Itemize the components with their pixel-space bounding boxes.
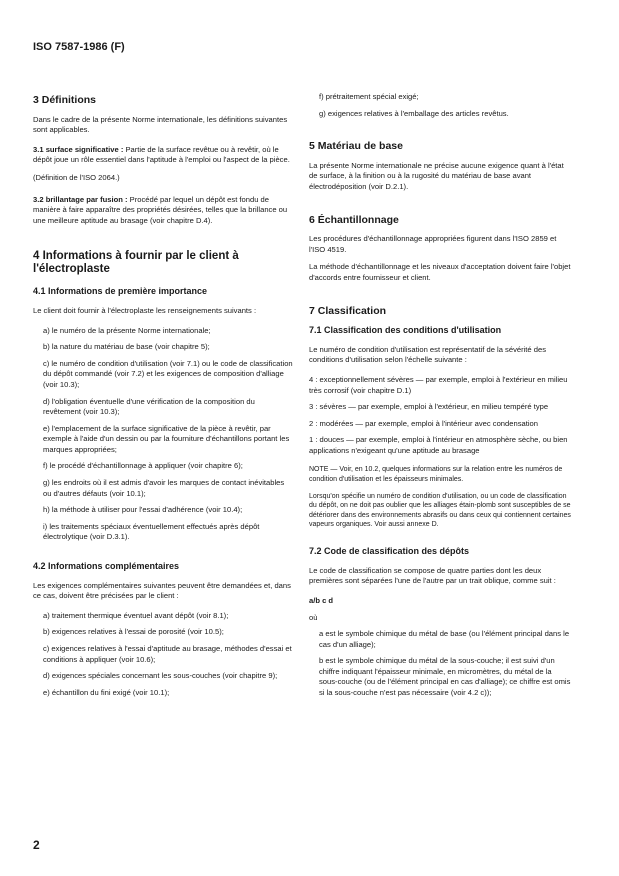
ou-label: où [309,613,318,623]
definition-3-1-text: Partie de la surface revêtue ou à revêtir, où le dépôt joue un rôle essentiel dans l'aptitude à l'emploi ou l'aspect de la pièce. [33,144,290,165]
definition-3-1-number: 3.1 [33,144,44,154]
list-item: 3 : sévères — par exemple, emploi à l'extérieur, en milieu tempéré type [309,402,549,412]
list-item: f) le procédé d'échantillonnage à appliquer (voir chapitre 6); [43,461,243,471]
list-item: c) exigences relatives à l'essai d'aptitude au brasage, méthodes d'essai et conditions à appliquer (voir 10.6); [43,644,292,664]
page-number: 2 [33,838,40,852]
list-item: 2 : modérées — par exemple, emploi à l'intérieur avec condensation [309,418,538,428]
list-item: c) le numéro de condition d'utilisation (voir 7.1) ou le code de classification du dépôt commandé (voir 7.2) et les exigences de composition d'alliage (voir 10.3); [43,358,293,389]
list-item: 1 : douces — par exemple, emploi à l'intérieur en atmosphère sèche, ou bien applications n'exigeant qu'une aptitude au brasage [309,435,568,455]
definition-3-1 [33,145,293,166]
section-6-paragraph-1: Les procédures d'échantillonnage appropriées figurent dans l'ISO 2859 et l'ISO 4519. [309,234,557,254]
section-4-heading: 4 Informations à fournir par le client à l'électroplaste [33,250,239,276]
list-item: i) les traitements spéciaux éventuellement effectués après dépôt électrolytique (voir D.3.1). [43,521,260,542]
classification-code: a/b c d [309,595,334,605]
section-7-1-paragraph-2: Lorsqu'on spécifie un numéro de condition d'utilisation, ou un code de classification du dépôt, on ne doit pas oublier que les alliages étain-plomb sont susceptibles de se détériorer dans des environnements abrasifs ou dans ceux qui contiennent certaines vapeurs organiques. Voir aussi annexe D. [309,492,571,529]
list-item: f) prétraitement spécial exigé; [319,92,419,101]
list-item: b est le symbole chimique du métal de la sous-couche; il est suivi d'un chiffre indiquant l'épaisseur minimale, en micromètres, du métal de la sous-couche (ou de l'élément principal en cas d'alliage); ce chiffre est omis si la sous-couche n'est pas nécessaire (voir 4.2 c)); [319,656,571,697]
definition-3-1-reference: (Définition de l'ISO 2064.) [33,172,120,182]
left-column [33,92,293,704]
list-item: d) exigences spéciales concernant les sous-couches (voir chapitre 9); [43,671,278,681]
section-7-2-heading: 7.2 Code de classification des dépôts [309,546,470,557]
list-item: e) l'emplacement de la surface significative de la pièce à revêtir, par exemple à l'aide d'un dessin ou par la fourniture d'échantillons portant les marques appropriées; [43,423,290,454]
section-3-heading: 3 Définitions [33,94,97,106]
right-column [309,92,571,705]
list-item: b) la nature du matériau de base (voir chapitre 5); [43,342,210,352]
note: NOTE — Voir, en 10.2, quelques informations sur la relation entre les numéros de condition d'utilisation et les épaisseurs minimales. [309,466,563,484]
list-item: e) échantillon du fini exigé (voir 10.1); [43,687,170,697]
list-item: 4 : exceptionnellement sévères — par exemple, emploi à l'extérieur en milieu très corrosif (voir chapitre D.1) [309,374,568,395]
section-6-heading: 6 Échantillonnage [309,213,399,226]
section-4-1-intro: Le client doit fournir à l'électroplaste les renseignements suivants : [33,305,257,315]
list-item: d) l'obligation éventuelle d'une vérification de la composition du revêtement (voir 10.3); [43,396,255,417]
list-item: h) la méthode à utiliser pour l'essai d'adhérence (voir 10.4); [43,505,243,515]
running-header: ISO 7587-1986 (F) [33,41,125,53]
list-item: b) exigences relatives à l'essai de porosité (voir 10.5); [43,627,224,637]
section-4-1-heading: 4.1 Informations de première importance [33,286,208,297]
section-4-2-intro: Les exigences complémentaires suivantes peuvent être demandées et, dans ce cas, doivent être précisées par le client : [33,580,291,601]
list-item: a) traitement thermique éventuel avant dépôt (voir 8.1); [43,610,229,620]
definition-3-2 [33,195,293,227]
section-7-2-intro: Le code de classification se compose de quatre parties dont les deux premières sont séparées l'une de l'autre par un trait oblique, comme suit : [309,565,556,586]
definition-3-2-text: Procédé par lequel un dépôt est fondu de manière à faire apparaître des propriétés désirées, telles que la brillance ou une meilleure aptitude au brasage (voir chapitre D.4). [33,194,288,225]
definition-3-1-term: surface significative : [45,144,124,154]
section-7-1-intro: Le numéro de condition d'utilisation est représentatif de la sévérité des conditions d'utilisation selon l'échelle suivante : [309,344,546,365]
list-item: g) exigences relatives à l'emballage des articles revêtus. [319,108,509,118]
section-5-text: La présente Norme internationale ne précise aucune exigence quant à l'état de surface, à la finition ou à la rugosité du matériau de base avant électrodéposition (voir D.2.1). [309,160,564,191]
definition-3-2-term: brillantage par fusion : [45,194,128,204]
list-item: a) le numéro de la présente Norme internationale; [43,325,211,335]
list-item: g) les endroits où il est admis d'avoir les marques de contact inévitables ou d'autres défauts (voir 10.1); [43,478,285,498]
section-6-paragraph-2: La méthode d'échantillonnage et les niveaux d'acceptation doivent faire l'objet d'accords entre fournisseur et client. [309,262,571,282]
list-item: a est le symbole chimique du métal de base (ou l'élément principal dans le cas d'un alliage); [319,629,570,649]
section-7-1-heading: 7.1 Classification des conditions d'utilisation [309,325,502,336]
section-5-heading: 5 Matériau de base [309,140,403,153]
section-7-heading: 7 Classification [309,304,387,317]
section-4-2-heading: 4.2 Informations complémentaires [33,561,180,572]
definition-3-2-number: 3.2 [33,194,44,204]
section-3-intro: Dans le cadre de la présente Norme internationale, les définitions suivantes sont applicables. [33,114,288,135]
